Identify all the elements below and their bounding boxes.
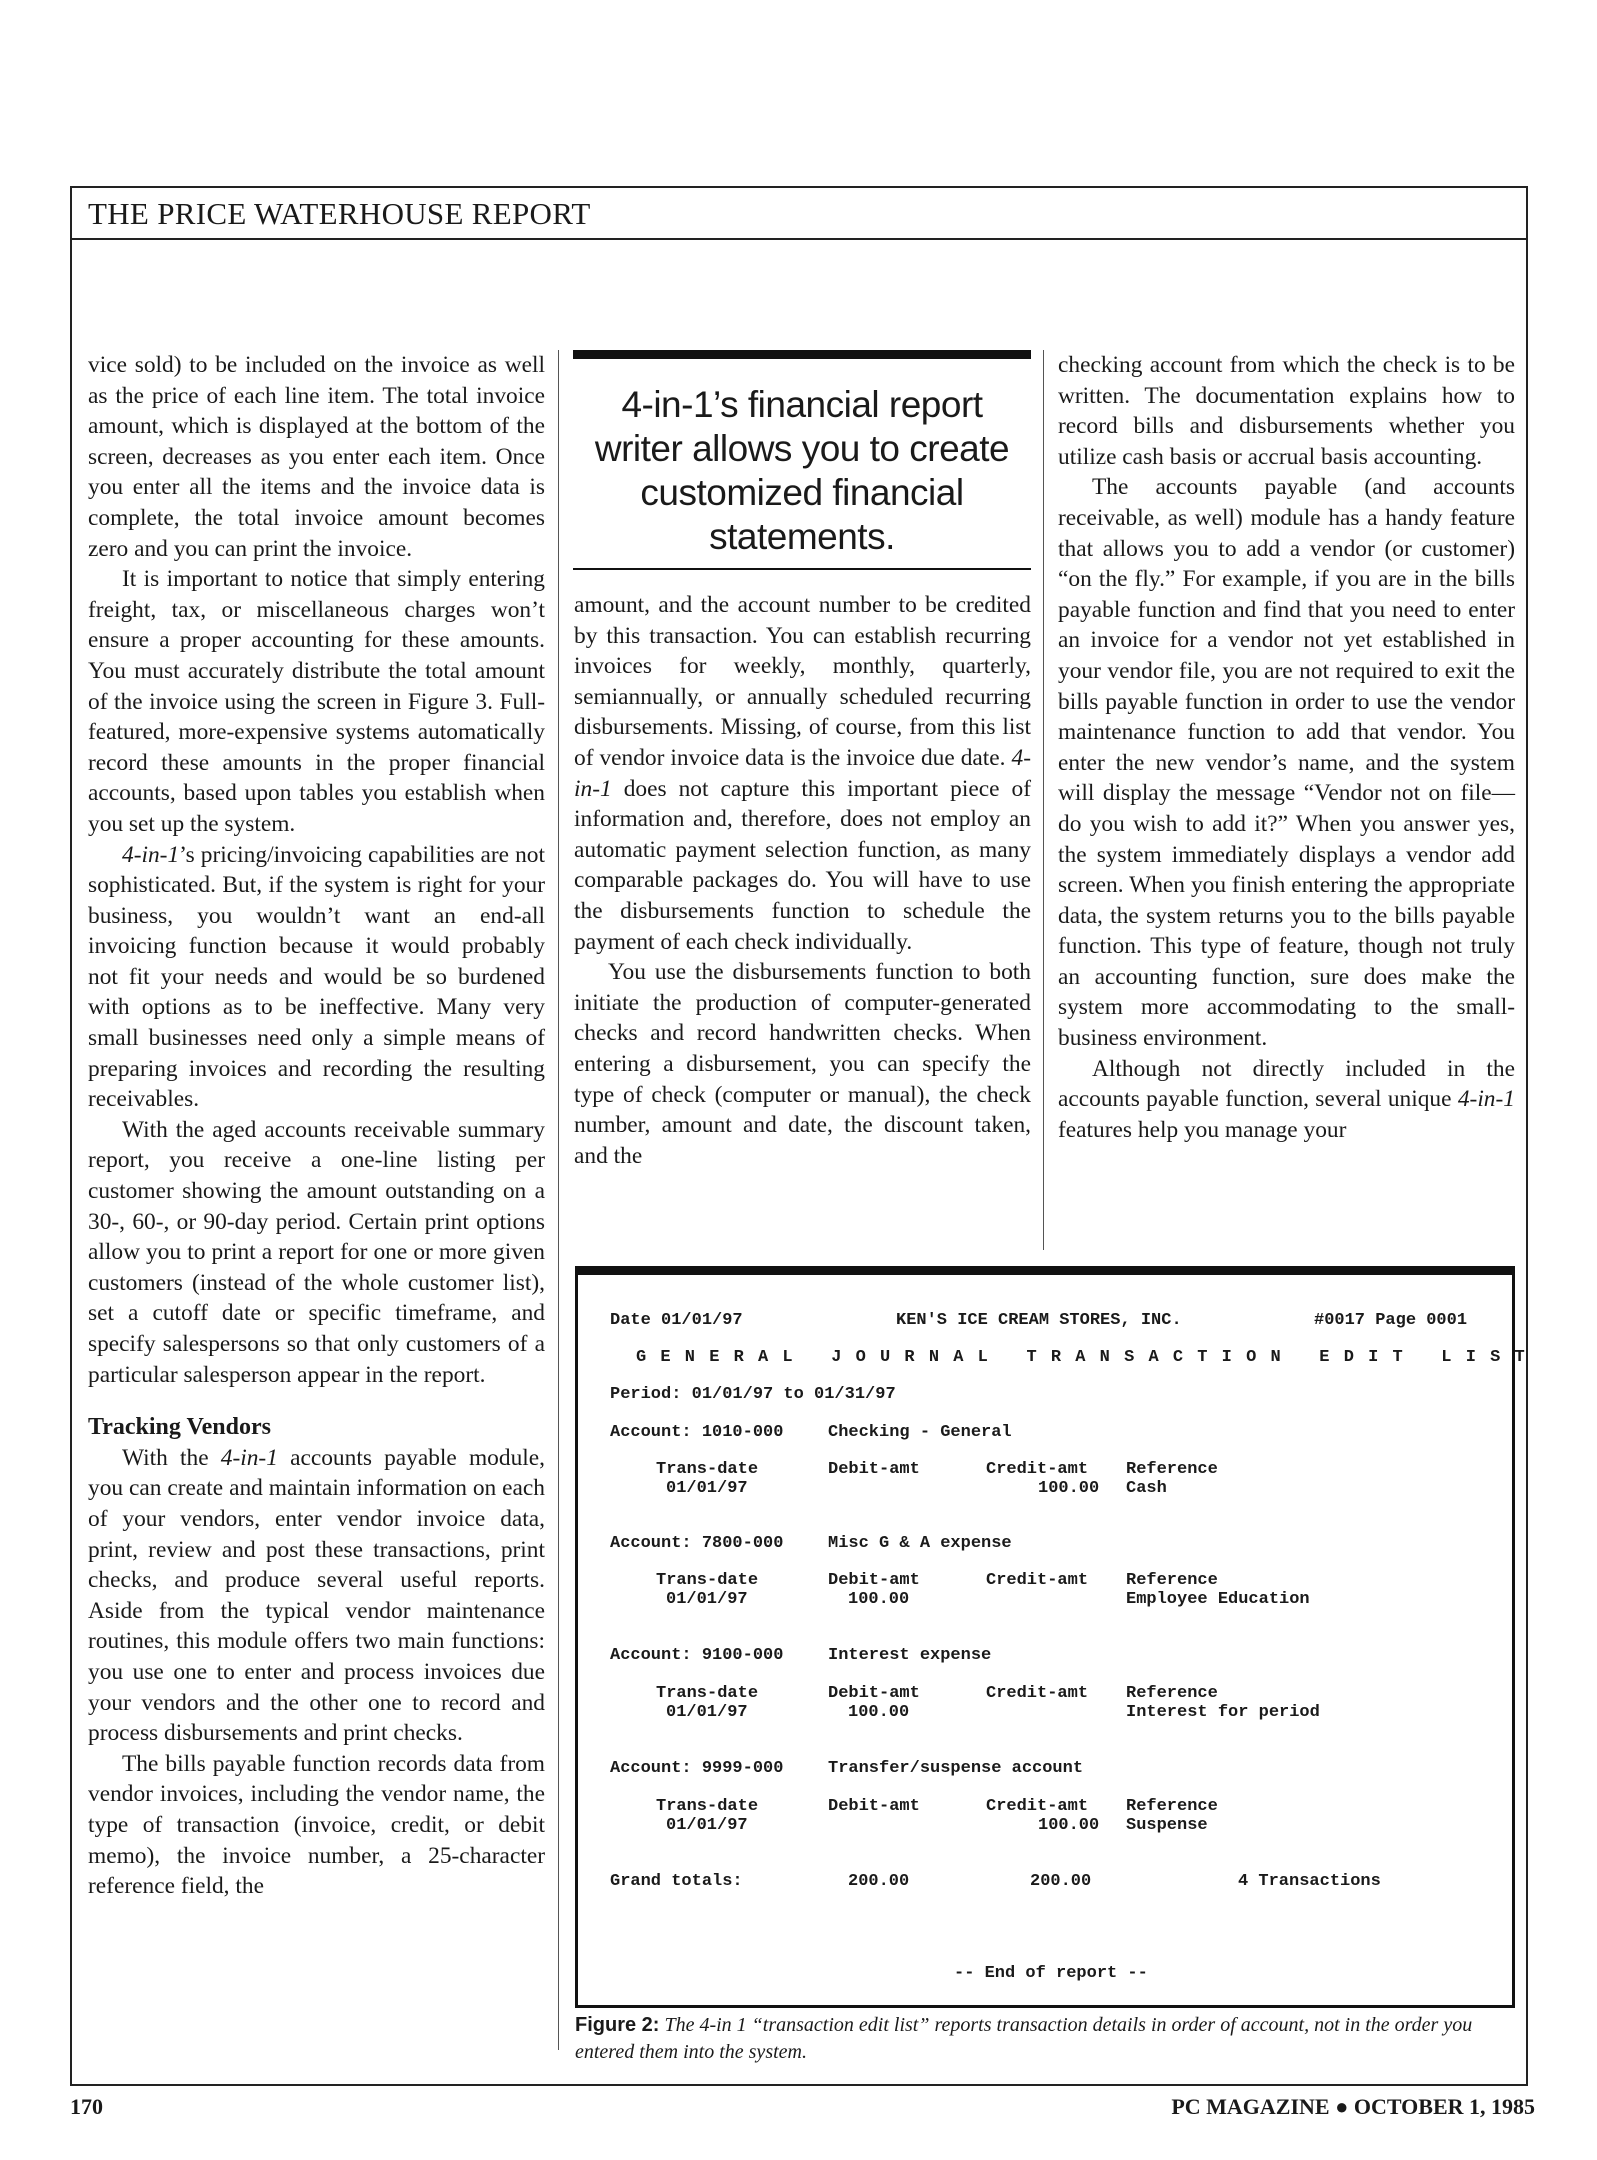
report-date: Date 01/01/97 [610, 1311, 743, 1330]
reference: Employee Education [1126, 1590, 1310, 1609]
column-header-reference: Reference [1126, 1571, 1218, 1590]
product-name: 4-in-1 [1457, 1086, 1515, 1113]
subheading-tracking-vendors: Tracking Vendors [88, 1414, 271, 1441]
figure-label: Figure 2: [575, 2014, 660, 2036]
product-name: 4-in-1 [122, 841, 180, 868]
column-header-reference: Reference [1126, 1797, 1218, 1816]
total-credit: 200.00 [1030, 1872, 1092, 1891]
account-label: Account: 1010-000 [610, 1423, 784, 1442]
paragraph-text: ’s pricing/invoicing capabilities are not sophisticated. But, if the system is right for your business, you wouldn’t want an end-all invoicing function because it would probably not fit your needs and would be so burdened with options as to be ineffective. Many very small businesses need only a simple means of preparing invoices and recording the resulting receivables. [88, 841, 545, 1113]
reference: Interest for period [1126, 1703, 1320, 1722]
column-header-reference: Reference [1126, 1684, 1218, 1703]
caption-text: The 4-in 1 “transaction edit list” reports transaction details in order of account, not in the order you entered them into the system. [575, 2014, 1473, 2063]
reference: Cash [1126, 1479, 1167, 1498]
pull-quote [573, 350, 1031, 570]
column-header-debit: Debit-amt [828, 1797, 920, 1816]
col1-paragraph [88, 1443, 545, 1749]
account-label: Account: 9100-000 [610, 1646, 784, 1665]
col1-paragraph: vice sold) to be included on the invoice as well as the price of each line item. The total invoice amount, which is displayed at the bottom of the screen, decreases as you enter each item. Once you enter all the items and the invoice data is complete, the total invoice amount becomes zero and you can print the invoice. [88, 352, 545, 562]
col1-paragraph: It is important to notice that simply entering freight, tax, or miscellaneous charges won’t ensure a proper accounting for these amounts. You must accurately distribute the total amount of the invoice using the screen in Figure 3. Full-featured, more-expensive systems automatically record these amounts in the proper financial accounts, based upon tables you establish when you set up the system. [88, 566, 545, 837]
end-of-report: -- End of report -- [954, 1964, 1148, 1983]
debit-amount: 100.00 [848, 1703, 910, 1722]
column-1 [88, 350, 545, 1902]
report-header [70, 186, 1528, 240]
magazine-issue: PC MAGAZINE ● OCTOBER 1, 1985 [1171, 2094, 1535, 2119]
column-header-date: Trans-date [656, 1460, 759, 1479]
product-name: 4-in-1 [574, 744, 1031, 802]
paragraph-text: does not capture this important piece of information and, therefore, does not employ an automatic payment selection function, as many comparable packages do. You will have to use the disbursements function to schedule the payment of each check individually. [574, 775, 1031, 955]
trans-date: 01/01/97 [666, 1479, 748, 1498]
col1-paragraph [88, 840, 545, 1115]
column-header-date: Trans-date [656, 1797, 759, 1816]
account-label: Account: 7800-000 [610, 1534, 784, 1553]
report-page: #0017 Page 0001 [1314, 1311, 1468, 1330]
column-header-debit: Debit-amt [828, 1684, 920, 1703]
account-name: Transfer/suspense account [828, 1759, 1084, 1778]
col2-paragraph [574, 590, 1031, 957]
trans-date: 01/01/97 [666, 1590, 748, 1609]
report-heading: G E N E R A L J O U R N A L T R A N S A C T I O N E D I T L I S T [636, 1348, 1527, 1367]
paragraph-text: features help you manage your [1058, 1116, 1347, 1143]
account-label: Account: 9999-000 [610, 1759, 784, 1778]
column-header-credit: Credit-amt [986, 1571, 1089, 1590]
column-3 [1058, 350, 1515, 1145]
trans-date: 01/01/97 [666, 1703, 748, 1722]
column-header-date: Trans-date [656, 1684, 759, 1703]
report-company: KEN'S ICE CREAM STORES, INC. [896, 1311, 1182, 1330]
pull-quote-text: 4-in-1’s financial report writer allows you to create customized financial statements. [594, 384, 1010, 557]
account-name: Misc G & A expense [828, 1534, 1012, 1553]
grand-totals-label: Grand totals: [610, 1872, 743, 1891]
transaction-count: 4 Transactions [1238, 1872, 1381, 1891]
figure-caption [575, 2012, 1525, 2066]
paragraph-text: accounts payable module, you can create and maintain information on each of your vendors, enter vendor invoice data, print, review and post these transactions, print checks, and produce several useful reports. Aside from the typical vendor maintenance routines, this module offers two main functions: you use one to enter and process invoices due your vendors and the other one to record and process disbursements and print checks. [88, 1444, 545, 1747]
column-header-credit: Credit-amt [986, 1684, 1089, 1703]
column-header-debit: Debit-amt [828, 1571, 920, 1590]
debit-amount: 100.00 [848, 1590, 910, 1609]
paragraph-text: Although not directly included in the accounts payable function, several unique [1058, 1055, 1515, 1113]
credit-amount: 100.00 [1038, 1479, 1100, 1498]
total-debit: 200.00 [848, 1872, 910, 1891]
col3-paragraph: The accounts payable (and accounts receivable, as well) module has a handy feature that allows you to add a vendor (or customer) “on the fly.” For example, if you are in the bills payable function and find that you need to enter an invoice for a vendor not yet established in your vendor file, you are not required to exit the bills payable function in order to use the vendor maintenance function to add that vendor. You enter the new vendor’s name, and the system will display the message “Vendor not on file—do you wish to add it?” When you answer yes, the system immediately displays a vendor add screen. When you finish entering the appropriate data, the system returns you to the bills payable function. This type of feature, though not truly an accounting function, sure does make the system more accommodating to the small-business environment. [1058, 474, 1515, 1052]
trans-date: 01/01/97 [666, 1816, 748, 1835]
account-name: Interest expense [828, 1646, 992, 1665]
account-name: Checking - General [828, 1423, 1012, 1442]
column-header-reference: Reference [1126, 1460, 1218, 1479]
report-period: Period: 01/01/97 to 01/31/97 [610, 1385, 896, 1404]
page-number: 170 [70, 2094, 103, 2119]
paragraph-text: amount, and the account number to be credited by this transaction. You can establish recurring invoices for weekly, monthly, quarterly, semiannually, or annually scheduled recurring disbursements. Missing, of course, from this list of vendor invoice data is the invoice due date. [574, 592, 1031, 771]
report-title: THE PRICE WATERHOUSE REPORT [88, 196, 591, 231]
reference: Suspense [1126, 1816, 1208, 1835]
column-2 [574, 590, 1031, 1171]
column-divider [1043, 350, 1044, 1250]
col1-paragraph: With the aged accounts receivable summary report, you receive a one-line listing per customer showing the amount outstanding on a 30-, 60-, or 90-day period. Certain print options allow you to print a report for one or more given customers (instead of the whole customer list), set a cutoff date or specific timeframe, and specify salespersons so that only customers of a particular salesperson appear in the report. [88, 1116, 545, 1388]
column-header-debit: Debit-amt [828, 1460, 920, 1479]
paragraph-text: With the [122, 1444, 221, 1471]
credit-amount: 100.00 [1038, 1816, 1100, 1835]
col2-paragraph: You use the disbursements function to both initiate the production of computer-generated checks and record handwritten checks. When entering a disbursement, you can specify the type of check (computer or manual), the check number, amount and date, the discount taken, and the [574, 959, 1031, 1169]
column-header-credit: Credit-amt [986, 1797, 1089, 1816]
edit-list-printout [575, 1266, 1527, 2008]
column-header-date: Trans-date [656, 1571, 759, 1590]
col1-paragraph: The bills payable function records data from vendor invoices, including the vendor name, the type of transaction (invoice, credit, or debit memo), the invoice number, a 25-character reference field, the [88, 1750, 545, 1900]
col3-paragraph [1058, 1054, 1515, 1146]
product-name: 4-in-1 [220, 1444, 278, 1471]
column-divider [558, 350, 559, 2050]
col3-paragraph: checking account from which the check is to be written. The documentation explains how to record bills and disbursements whether you utilize cash basis or accrual basis accounting. [1058, 352, 1515, 470]
column-header-credit: Credit-amt [986, 1460, 1089, 1479]
